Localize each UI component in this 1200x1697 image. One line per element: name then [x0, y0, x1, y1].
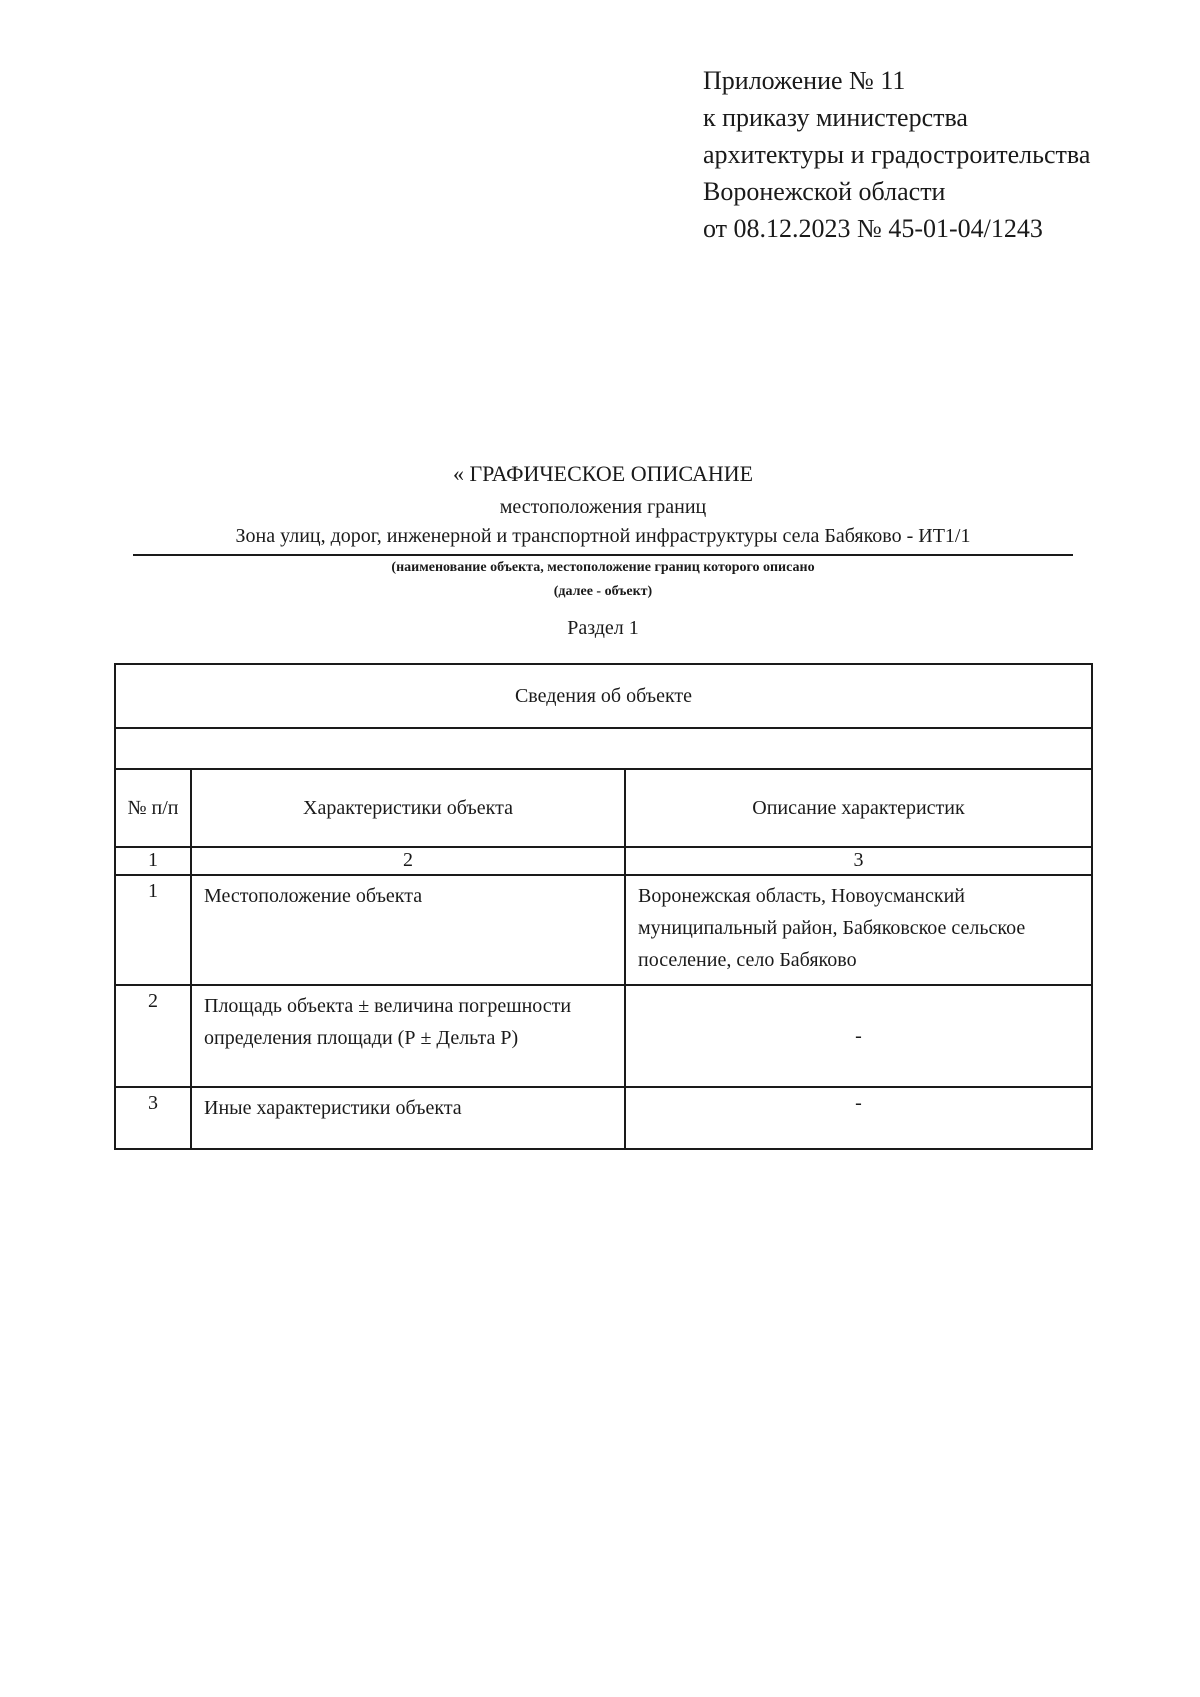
row-characteristic: Площадь объекта ± величина погрешности определения площади (Р ± Дельта Р)	[191, 985, 625, 1087]
table-caption: Сведения об объекте	[115, 664, 1092, 728]
appendix-line: к приказу министерства	[703, 103, 968, 132]
column-number-row	[115, 847, 1092, 875]
column-header-name: Характеристики объекта	[191, 769, 625, 847]
appendix-line: Воронежской области	[703, 177, 946, 206]
row-description: -	[625, 1087, 1092, 1149]
column-number: 2	[191, 847, 625, 875]
row-characteristic: Иные характеристики объекта	[191, 1087, 625, 1149]
document-title: « ГРАФИЧЕСКОЕ ОПИСАНИЕ	[452, 461, 754, 486]
column-number: 3	[625, 847, 1092, 875]
object-info-table	[114, 663, 1093, 1150]
object-note: (наименование объекта, местоположение границ которого описано	[391, 560, 815, 575]
object-name: Зона улиц, дорог, инженерной и транспортной инфраструктуры села Бабяково - ИТ1/1	[133, 522, 1073, 556]
appendix-block	[703, 62, 1090, 247]
table-blank-row	[115, 728, 1092, 769]
appendix-line: архитектуры и градостроительства	[703, 140, 1091, 169]
row-characteristic: Местоположение объекта	[191, 875, 625, 985]
table-row	[115, 1087, 1092, 1149]
row-description: -	[625, 985, 1092, 1087]
column-header-no: № п/п	[115, 769, 191, 847]
row-number: 3	[115, 1087, 191, 1149]
table-row	[115, 985, 1092, 1087]
appendix-line: от 08.12.2023 № 45-01-04/1243	[703, 214, 1043, 243]
table-header-row	[115, 769, 1092, 847]
column-header-desc: Описание характеристик	[625, 769, 1092, 847]
row-description: Воронежская область, Новоусманский муниципальный район, Бабяковское сельское поселение, село Бабяково	[625, 875, 1092, 985]
section-label: Раздел 1	[567, 617, 639, 639]
row-number: 2	[115, 985, 191, 1087]
column-number: 1	[115, 847, 191, 875]
document-header	[133, 458, 1073, 642]
object-note: (далее - объект)	[553, 584, 653, 599]
row-number: 1	[115, 875, 191, 985]
table-row	[115, 875, 1092, 985]
appendix-line: Приложение № 11	[703, 66, 906, 95]
document-subtitle: местоположения границ	[499, 496, 707, 518]
